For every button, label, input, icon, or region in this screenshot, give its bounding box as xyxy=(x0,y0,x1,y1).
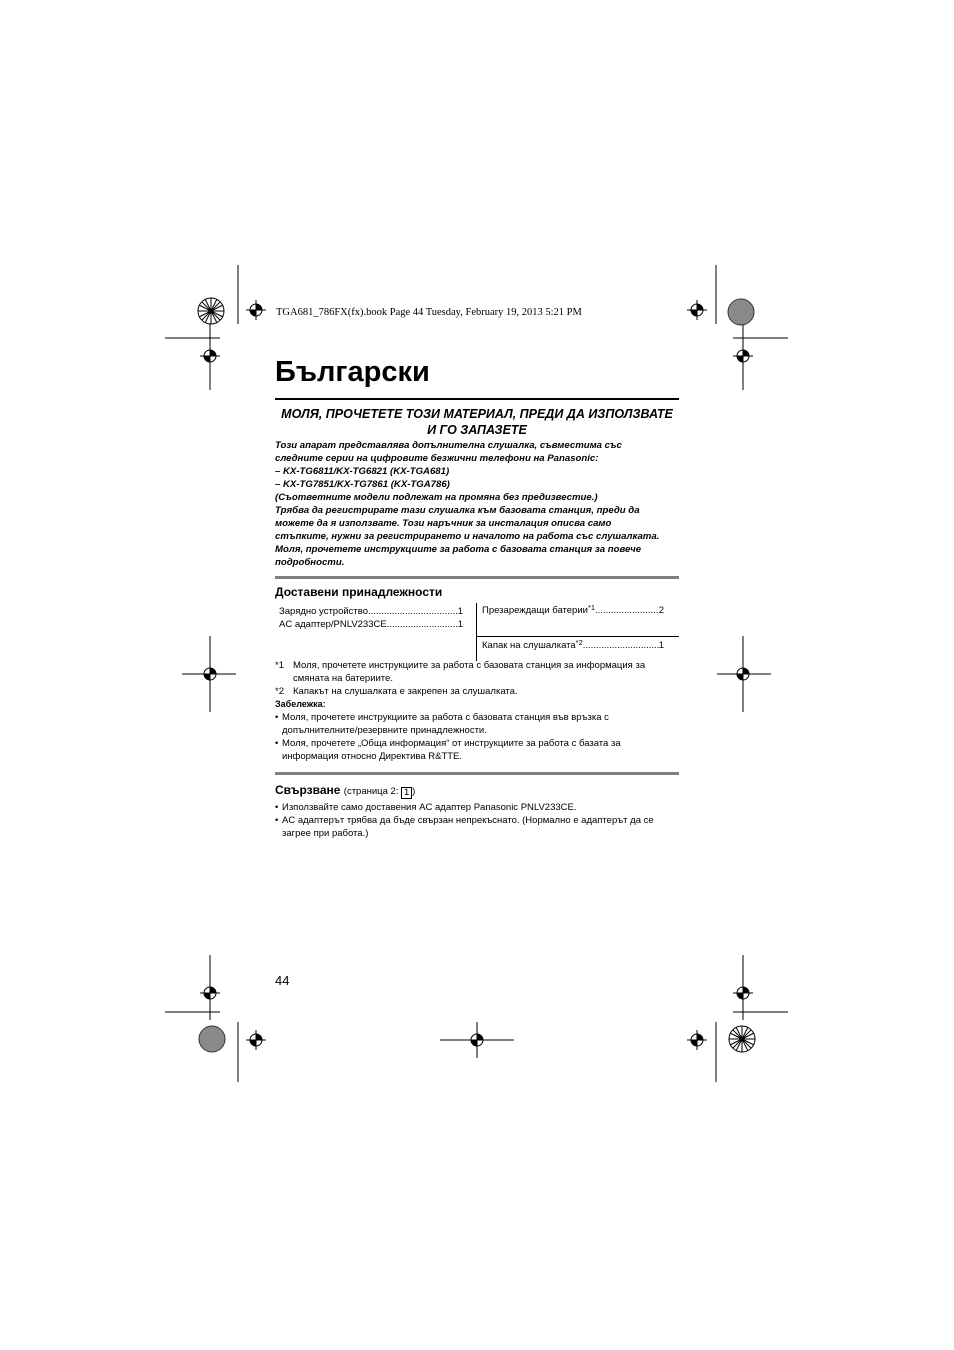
accessories-right-item: Презареждащи батерии $^{*1}$ ..... 2 xyxy=(482,603,664,617)
file-header: TGA681_786FX(fx).book Page 44 Tuesday, February 19, 2013 5:21 PM xyxy=(276,307,582,318)
footnote: *1 Моля, прочетете инструкциите за работа с базовата станция за информация за смяната на батериите. xyxy=(275,660,646,684)
list-item: • Използвайте само доставения AC адаптер Panasonic PNLV233CE. xyxy=(275,802,577,813)
title-rule xyxy=(275,398,679,400)
table-divider xyxy=(476,603,477,661)
page-ref-box: 1 xyxy=(401,787,412,799)
footnote: *2 Капакът на слушалката е закрепен за слушалката. xyxy=(275,686,518,697)
page-number: 44 xyxy=(275,973,290,988)
list-item: • AC адаптерът трябва да бъде свързан непрекъснато. (Нормално е адаптерът да се загрее при работа.) xyxy=(275,815,654,839)
accessories-title: Доставени принадлежности xyxy=(275,585,443,599)
list-item: AC адаптер/PNLV233CE ..... 1 xyxy=(279,618,463,631)
main-heading: МОЛЯ, ПРОЧЕТЕТЕ ТОЗИ МАТЕРИАЛ, ПРЕДИ ДА ИЗПОЛЗВАТЕ И ГО ЗАПАЗЕТЕ xyxy=(281,407,673,437)
grey-target-icon xyxy=(199,1026,225,1052)
star-target-icon xyxy=(729,1026,755,1052)
note-item: • Моля, прочетете инструкциите за работа с базовата станция във връзка с допълнителните/резервните принадлежности. xyxy=(275,712,609,736)
note-item: • Моля, прочетете „Обща информация“ от инструкциите за работа с базата за информация относно Директива R&TTE. xyxy=(275,738,621,762)
section-rule xyxy=(275,772,679,775)
grey-target-icon xyxy=(728,299,754,325)
list-item: Зарядно устройство ..... 1 xyxy=(279,605,463,618)
intro-text: Този апарат представлява допълнителна слушалка, съвместима със следните серии на цифровите безжични телефони на Panasonic: – KX-TG6811/KX-TG6821 (KX-TGA681) – KX-TG7851/KX-TG7861 (KX-TGA786) (Съответните модели подлежат на промяна без предизвестие.) Трябва да регистрирате тази слушалка към базовата станция, преди да можете да я използвате. Този наръчник за инсталация описва само стъпките, нужни за регистрирането и началото на работа със слушалката. Моля, прочетете инструкциите за работа с базовата станция за повече подробности. xyxy=(275,440,660,568)
star-target-icon xyxy=(198,298,224,324)
connection-title: Свързване (страница 2: 1 ) xyxy=(275,783,416,798)
footnotes xyxy=(275,659,679,763)
connection-list xyxy=(275,801,679,840)
accessories-left-list xyxy=(279,605,463,631)
section-rule xyxy=(275,576,679,579)
language-title: Български xyxy=(275,356,430,388)
accessories-right-item: Капак на слушалката $^{*2}$ ..... 1 xyxy=(482,636,664,652)
note-label: Забележка: xyxy=(275,699,326,709)
